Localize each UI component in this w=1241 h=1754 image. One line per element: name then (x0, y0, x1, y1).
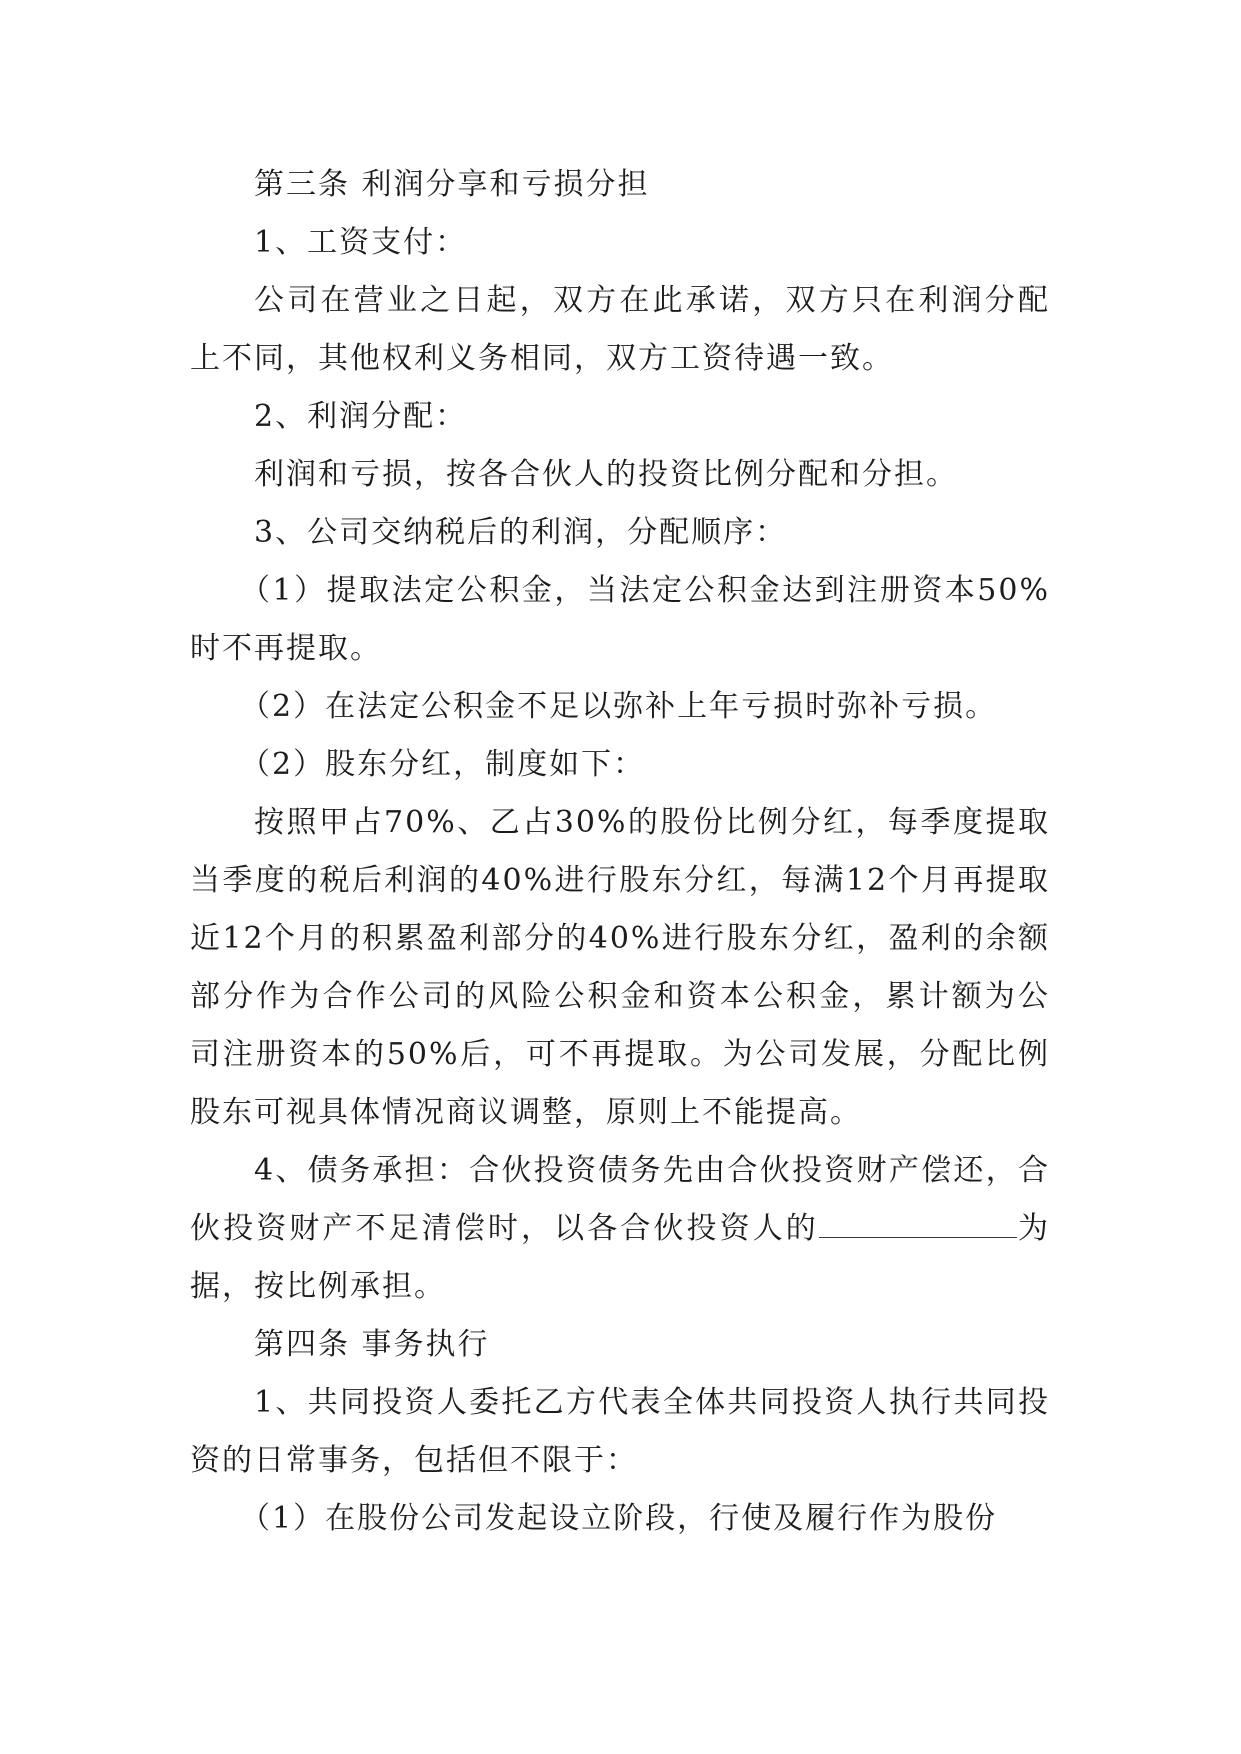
clause-1-heading: 1、工资支付： (254, 225, 468, 260)
article-3-heading: 第三条 利润分享和亏损分担 (254, 167, 650, 202)
document-body (190, 156, 1050, 1548)
article-4-clause-1-item-1: （1）在股份公司发起设立阶段，行使及履行作为股份 (240, 1501, 998, 1536)
clause-3-item-1: （1）提取法定公积金，当法定公积金达到注册资本50%时不再提取。 (190, 573, 1050, 666)
clause-4-text-before-blank: 4、债务承担：合伙投资债务先由合伙投资财产偿还，合伙投资财产不足清偿时，以各合伙投资人的 (190, 1153, 1050, 1246)
clause-2-heading: 2、利润分配： (254, 399, 468, 434)
clause-4-debt (190, 1142, 1050, 1316)
article-4-clause-1: 1、共同投资人委托乙方代表全体共同投资人执行共同投资的日常事务，包括但不限于： (190, 1385, 1050, 1478)
clause-4-text-after-blank: 为据，按比例承担。 (190, 1211, 1051, 1304)
clause-3-heading: 3、公司交纳税后的利润，分配顺序： (254, 515, 788, 550)
clause-2-body: 利润和亏损，按各合伙人的投资比例分配和分担。 (254, 457, 958, 492)
clause-1-body: 公司在营业之日起，双方在此承诺，双方只在利润分配上不同，其他权利义务相同，双方工资待遇一致。 (190, 283, 1050, 376)
fill-in-blank-line (819, 1203, 1017, 1238)
clause-3-item-2: （2）在法定公积金不足以弥补上年亏损时弥补亏损。 (240, 689, 998, 724)
clause-3-item-3: （2）股东分红，制度如下： (240, 747, 646, 782)
dividend-policy-body: 按照甲占70%、乙占30%的股份比例分红，每季度提取当季度的税后利润的40%进行股东分红，每满12个月再提取近12个月的积累盈利部分的40%进行股东分红，盈利的余额部分作为合作公司的风险公积金和资本公积金，累计额为公司注册资本的50%后，可不再提取。为公司发展，分配比例股东可视具体情况商议调整，原则上不能提高。 (190, 805, 1050, 1130)
article-4-heading: 第四条 事务执行 (254, 1327, 490, 1362)
